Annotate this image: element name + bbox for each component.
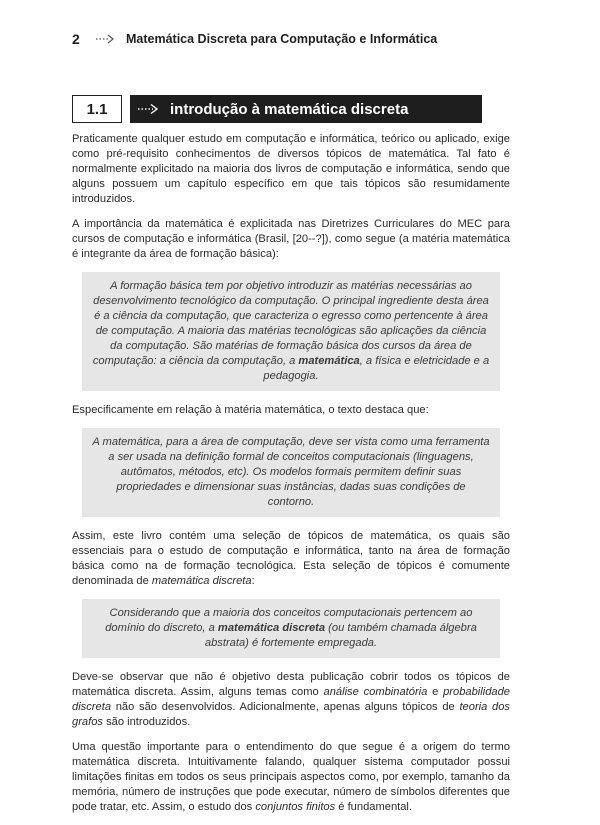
dotted-arrow-icon: [96, 34, 118, 44]
paragraph: [72, 529, 510, 589]
quote-text: , a física e eletricidade e a pedagogia.: [263, 355, 490, 382]
italic-term: conjuntos finitos: [255, 801, 336, 813]
quote-text: A formação básica tem por objetivo introduzir as matérias necessárias ao desenvolvimento tecnológico da computação. O principal ingrediente desta área é a ciência da computação, que caracteriza o egresso como pertencente à área de computação. A maioria das matérias tecnológicas são aplicações da ciência da computação. São matérias de formação básica dos cursos da área de computação: a ciência da computação, a: [92, 280, 489, 367]
quote-text: (ou também chamada álgebra abstrata) é fortemente empregada.: [204, 622, 477, 649]
block-quote: [82, 272, 500, 391]
dotted-arrow-icon: [138, 103, 162, 115]
italic-term: análise combinatória: [323, 686, 428, 698]
paragraph-text: :: [251, 575, 255, 587]
paragraph: [72, 740, 510, 815]
paragraph-text: e: [427, 686, 444, 698]
paragraph-text: Assim, este livro contém uma seleção de tópicos de matemática, os quais são essenciais para o estudo de computação e informática, tanto na área de formação básica como na de formação tecnológica. Esta seleção de tópicos é comumente denominada de: [72, 530, 510, 587]
paragraph-text: são introduzidos.: [102, 716, 191, 728]
paragraph: [72, 217, 510, 262]
paragraph-text: não são desenvolvidos. Adicionalmente, apenas alguns tópicos de: [111, 701, 460, 713]
block-quote: [82, 428, 500, 517]
quote-text: Considerando que a maioria dos conceitos computacionais pertencem ao domínio do discreto, a: [105, 607, 473, 634]
italic-term: probabilidade discreta: [72, 686, 510, 713]
section-title: introdução à matemática discreta: [170, 100, 409, 118]
paragraph-text: Uma questão importante para o entendimento do que segue é a origem do termo matemática discreta. Intuitivamente falando, qualquer sistema computador possui limitações finitas em todos os seus principais aspectos como, por exemplo, tamanho da memória, número de instruções que pode executar, número de símbolos diferentes que pode tratar, etc. Assim, o estudo dos: [72, 741, 510, 813]
paragraph: [72, 670, 510, 730]
main-text: [72, 132, 510, 825]
block-quote: [82, 599, 500, 658]
paragraph-text: Deve-se observar que não é objetivo desta publicação cobrir todos os tópicos de matemática discreta. Assim, alguns temas como: [72, 671, 510, 698]
quote-emphasis: matemática: [298, 355, 360, 367]
italic-term: matemática discreta: [151, 575, 252, 587]
paragraph-text: é fundamental.: [335, 801, 413, 813]
book-title: Matemática Discreta para Computação e Informática: [126, 32, 438, 46]
paragraph: [72, 403, 510, 418]
paragraph-text: A importância da matemática é explicitada nas Diretrizes Curriculares do MEC para cursos de computação e informática (Brasil, [20--?]), como segue (a matéria matemática é integrante da área de formação básica):: [72, 218, 510, 260]
paragraph: [72, 132, 510, 207]
paragraph-text: Especificamente em relação à matéria matemática, o texto destaca que:: [72, 404, 429, 416]
section-title-bar: [130, 95, 482, 123]
page-number: 2: [72, 31, 80, 47]
running-header: [72, 31, 528, 47]
section-number: 1.1: [72, 95, 122, 123]
section-heading: [72, 95, 482, 125]
paragraph-text: Praticamente qualquer estudo em computação e informática, teórico ou aplicado, exige como pré-requisito conhecimentos de diversos tópicos de matemática. Tal fato é normalmente explicitado na maioria dos livros de computação e informática, sendo que alguns possuem um capítulo específico em que tais tópicos são resumidamente introduzidos.: [72, 133, 510, 205]
quote-text: A matemática, para a área de computação, deve ser vista como uma ferramenta a ser usada na definição formal de conceitos computacionais (linguagens, autômatos, métodos, etc). Os modelos formais permitem definir suas propriedades e dimensionar suas instâncias, dadas suas condições de contorno.: [92, 436, 490, 508]
italic-term: teoria dos grafos: [72, 701, 511, 728]
quote-emphasis: matemática discreta: [217, 622, 326, 634]
